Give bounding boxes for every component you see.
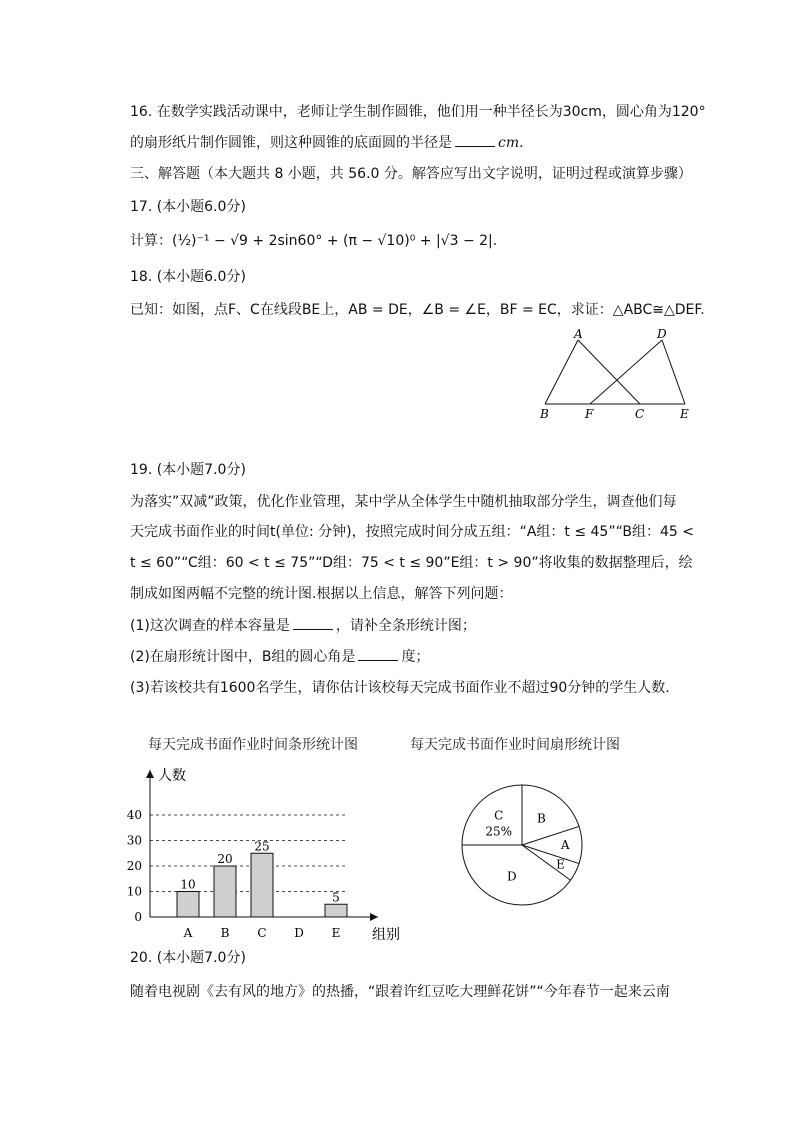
q19-sub2	[130, 647, 429, 667]
q19-line1: 为落实”双减”政策，优化作业管理，某中学从全体学生中随机抽取部分学生，调查他们每	[130, 494, 677, 510]
y-tick-label: 30	[126, 833, 142, 848]
q19-sub2-b: 度；	[401, 649, 430, 665]
y-axis-arrow	[146, 770, 154, 778]
label-B: B	[540, 407, 549, 421]
label-F: F	[585, 407, 594, 421]
slice-label-A: A	[560, 838, 570, 852]
x-axis-label: 组别	[372, 927, 400, 943]
q19-header: 19. (本小题7.0分)	[130, 462, 246, 478]
q19-line2: 天完成书面作业的时间t(单位: 分钟)，按照完成时间分成五组：“A组：t ≤ 45”“B组：45 <	[130, 524, 695, 540]
pie-chart-title: 每天完成书面作业时间扇形统计图	[410, 737, 620, 753]
y-tick-label: 40	[126, 808, 142, 822]
q19-line4: 制成如图两幅不完整的统计图.根据以上信息，解答下列问题：	[130, 586, 513, 602]
bar-C	[251, 853, 273, 917]
slice-label-D: D	[506, 869, 517, 884]
answer-blank	[293, 617, 333, 630]
x-tick-label: E	[331, 926, 341, 940]
x-tick-label: A	[183, 926, 193, 940]
slice-label-C: C	[494, 808, 504, 823]
triangle-figure	[535, 326, 700, 426]
q16-line2	[130, 133, 524, 153]
q20-header: 20. (本小题7.0分)	[130, 950, 246, 966]
q18-body: 已知：如图，点F、C在线段BE上，AB = DE，∠B = ∠E，BF = EC，求证：△ABC≅△DEF.	[130, 302, 705, 318]
label-C: C	[635, 407, 645, 421]
bar-value-label: 20	[217, 852, 233, 866]
slice-percent-C: 25%	[485, 824, 513, 839]
bar-chart-title: 每天完成书面作业时间条形统计图	[148, 737, 358, 753]
x-tick-label: B	[220, 926, 230, 940]
bar-value-label: 10	[180, 877, 196, 892]
slice-label-E: E	[556, 857, 565, 872]
q16-line1: 16. 在数学实践活动课中，老师让学生制作圆锥，他们用一种半径长为30cm，圆心角为120°	[130, 104, 706, 120]
x-tick-label: D	[294, 926, 304, 940]
q16-line2-text: 的扇形纸片制作圆锥，则这种圆锥的底面圆的半径是	[130, 135, 452, 151]
q16-unit: cm.	[498, 135, 524, 151]
section-heading: 三、解答题（本大题共 8 小题，共 56.0 分。解答应写出文字说明，证明过程或演算步骤）	[130, 166, 692, 182]
q19-sub1	[130, 616, 476, 636]
bar-B	[214, 866, 236, 917]
q17-header: 17. (本小题6.0分)	[130, 199, 246, 215]
label-E: E	[680, 407, 689, 421]
q20-body: 随着电视剧《去有风的地方》的热播，“跟着许红豆吃大理鲜花饼”“今年春节一起来云南	[130, 984, 670, 1000]
bar-value-label: 25	[254, 839, 270, 854]
label-D: D	[657, 327, 667, 341]
answer-blank	[358, 648, 398, 661]
q18-header: 18. (本小题6.0分)	[130, 269, 246, 285]
bar-chart	[120, 760, 420, 945]
bar-E	[325, 904, 347, 917]
q19-sub1-b: ，请补全条形统计图；	[335, 618, 476, 634]
q19-sub3: (3)若该校共有1600名学生，请你估计该校每天完成书面作业不超过90分钟的学生人数.	[130, 680, 670, 696]
pie-chart	[450, 770, 600, 920]
q17-body: 计算：(½)⁻¹ − √9 + 2sin60° + (π − √10)⁰ + |√3 − 2|.	[130, 233, 498, 249]
y-tick-label: 0	[134, 910, 142, 924]
slice-label-B: B	[536, 811, 546, 826]
bar-A	[177, 892, 199, 918]
label-A: A	[574, 327, 583, 341]
bar-value-label: 5	[332, 890, 340, 905]
q19-line3: t ≤ 60”“C组：60 < t ≤ 75”“D组：75 < t ≤ 90”E组：t > 90”将收集的数据整理后，绘	[130, 555, 693, 571]
y-tick-label: 20	[126, 859, 142, 873]
x-axis-arrow	[370, 913, 378, 921]
y-tick-label: 10	[126, 884, 142, 899]
q19-sub2-a: (2)在扇形统计图中，B组的圆心角是	[130, 649, 356, 665]
answer-blank	[455, 134, 495, 147]
q19-sub1-a: (1)这次调查的样本容量是	[130, 618, 290, 634]
y-axis-label: 人数	[158, 768, 186, 784]
x-tick-label: C	[257, 926, 267, 940]
